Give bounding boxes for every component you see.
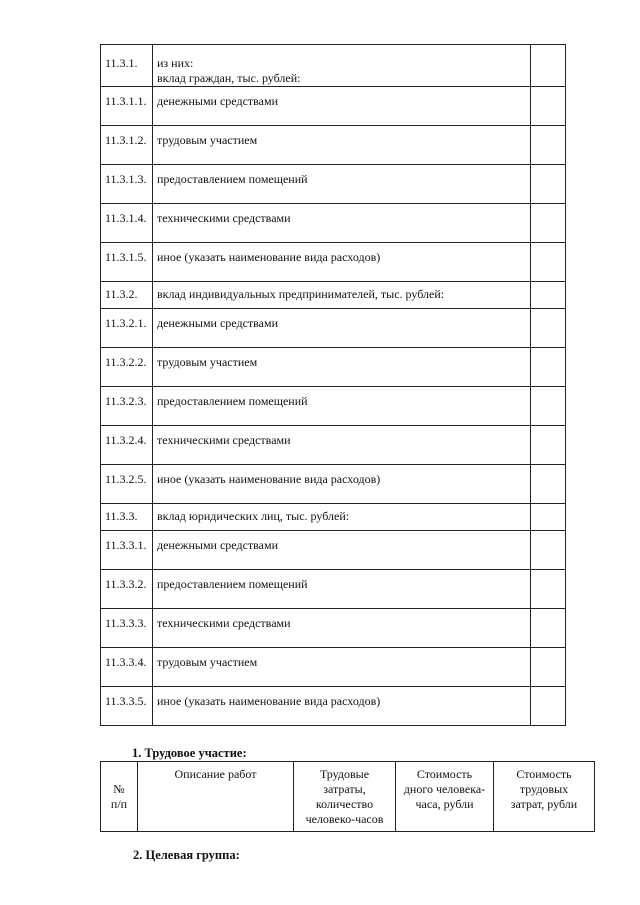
row-description-line: денежными средствами xyxy=(157,316,278,330)
table-row xyxy=(101,648,566,687)
row-description-line: предоставлением помещений xyxy=(157,172,308,186)
row-description xyxy=(153,570,531,609)
row-description-line: иное (указать наименование вида расходов) xyxy=(157,694,381,708)
table-row xyxy=(101,609,566,648)
row-number: 11.3.1. xyxy=(101,45,153,87)
header-num-line: п/п xyxy=(110,796,128,811)
row-description xyxy=(153,465,531,504)
row-number: 11.3.2.1. xyxy=(101,309,153,348)
row-description xyxy=(153,348,531,387)
row-description xyxy=(153,126,531,165)
row-number: 11.3.3.5. xyxy=(101,687,153,726)
table-row xyxy=(101,204,566,243)
row-number: 11.3.2.5. xyxy=(101,465,153,504)
row-value-cell[interactable] xyxy=(531,426,566,465)
row-description-line: денежными средствами xyxy=(157,94,278,108)
row-description-line: трудовым участием xyxy=(157,133,258,147)
row-number: 11.3.1.1. xyxy=(101,87,153,126)
row-description-line: техническими средствами xyxy=(157,211,291,225)
header-cost-per-hour-line: Стоимость xyxy=(416,767,473,781)
row-value-cell[interactable] xyxy=(531,648,566,687)
row-description-line: иное (указать наименование вида расходов) xyxy=(157,250,381,264)
table-row xyxy=(101,348,566,387)
row-description-line: трудовым участием xyxy=(157,655,258,669)
header-labor xyxy=(294,762,396,832)
row-description-line: вклад юридических лиц, тыс. рублей: xyxy=(157,509,350,523)
row-number: 11.3.3.3. xyxy=(101,609,153,648)
row-value-cell[interactable] xyxy=(531,348,566,387)
header-labor-line: количество xyxy=(315,797,374,811)
table-row xyxy=(101,426,566,465)
table-row xyxy=(101,309,566,348)
row-description xyxy=(153,687,531,726)
table-row xyxy=(101,504,566,531)
row-value-cell[interactable] xyxy=(531,687,566,726)
row-number: 11.3.1.3. xyxy=(101,165,153,204)
row-description-line: иное (указать наименование вида расходов) xyxy=(157,472,381,486)
row-number: 11.3.1.4. xyxy=(101,204,153,243)
row-value-cell[interactable] xyxy=(531,126,566,165)
header-cost-per-hour xyxy=(396,762,494,832)
row-value-cell[interactable] xyxy=(531,531,566,570)
row-description xyxy=(153,504,531,531)
header-description-line: Описание работ xyxy=(174,767,257,781)
row-description xyxy=(153,282,531,309)
row-number: 11.3.2. xyxy=(101,282,153,309)
row-description-line: вклад индивидуальных предпринимателей, тыс. рублей: xyxy=(157,287,445,301)
table-row xyxy=(101,87,566,126)
row-value-cell[interactable] xyxy=(531,570,566,609)
row-description-line: предоставлением помещений xyxy=(157,577,308,591)
header-labor-line: Трудовые xyxy=(319,767,370,781)
row-description-line: денежными средствами xyxy=(157,538,278,552)
row-value-cell[interactable] xyxy=(531,387,566,426)
header-num xyxy=(101,762,138,832)
row-description xyxy=(153,204,531,243)
labor-section-title: 1. Трудовое участие: xyxy=(132,746,247,760)
labor-table xyxy=(100,761,595,832)
header-cost-per-hour-line: дного человека- xyxy=(403,782,486,796)
row-description xyxy=(153,45,531,87)
row-value-cell[interactable] xyxy=(531,45,566,87)
row-value-cell[interactable] xyxy=(531,243,566,282)
row-number: 11.3.2.3. xyxy=(101,387,153,426)
row-value-cell[interactable] xyxy=(531,87,566,126)
row-description xyxy=(153,609,531,648)
row-description xyxy=(153,309,531,348)
row-description-line: вклад граждан, тыс. рублей: xyxy=(157,71,301,85)
header-total-cost-line: затрат, рубли xyxy=(510,797,578,811)
row-description xyxy=(153,87,531,126)
row-value-cell[interactable] xyxy=(531,609,566,648)
row-value-cell[interactable] xyxy=(531,465,566,504)
row-number: 11.3.1.2. xyxy=(101,126,153,165)
row-description xyxy=(153,426,531,465)
row-description xyxy=(153,387,531,426)
row-description xyxy=(153,531,531,570)
header-description xyxy=(138,762,294,832)
row-value-cell[interactable] xyxy=(531,204,566,243)
header-labor-line: человеко-часов xyxy=(305,812,384,826)
row-value-cell[interactable] xyxy=(531,282,566,309)
row-number: 11.3.2.2. xyxy=(101,348,153,387)
table-row xyxy=(101,126,566,165)
row-number: 11.3.3.2. xyxy=(101,570,153,609)
row-number: 11.3.2.4. xyxy=(101,426,153,465)
table-row xyxy=(101,387,566,426)
labor-table-header-row xyxy=(101,762,595,832)
row-description-line: трудовым участием xyxy=(157,355,258,369)
row-description-line: техническими средствами xyxy=(157,616,291,630)
contribution-table xyxy=(100,44,566,726)
row-number: 11.3.3.1. xyxy=(101,531,153,570)
target-group-title: 2. Целевая группа: xyxy=(133,848,240,862)
row-description xyxy=(153,243,531,282)
row-description-line: из них: xyxy=(157,56,194,70)
table-row xyxy=(101,531,566,570)
header-total-cost-line: трудовых xyxy=(519,782,569,796)
table-row xyxy=(101,45,566,87)
table-row xyxy=(101,282,566,309)
row-value-cell[interactable] xyxy=(531,165,566,204)
row-description xyxy=(153,165,531,204)
header-labor-line: затраты, xyxy=(323,782,366,796)
row-description xyxy=(153,648,531,687)
header-total-cost xyxy=(494,762,595,832)
row-number: 11.3.3. xyxy=(101,504,153,531)
header-total-cost-line: Стоимость xyxy=(516,767,572,781)
row-value-cell[interactable] xyxy=(531,309,566,348)
row-number: 11.3.3.4. xyxy=(101,648,153,687)
table-row xyxy=(101,687,566,726)
row-description-line: предоставлением помещений xyxy=(157,394,308,408)
header-cost-per-hour-line: часа, рубли xyxy=(415,797,474,811)
row-value-cell[interactable] xyxy=(531,504,566,531)
table-row xyxy=(101,465,566,504)
row-description-line: техническими средствами xyxy=(157,433,291,447)
row-number: 11.3.1.5. xyxy=(101,243,153,282)
header-num-line: № xyxy=(113,781,125,796)
table-row xyxy=(101,165,566,204)
table-row xyxy=(101,570,566,609)
table-row xyxy=(101,243,566,282)
